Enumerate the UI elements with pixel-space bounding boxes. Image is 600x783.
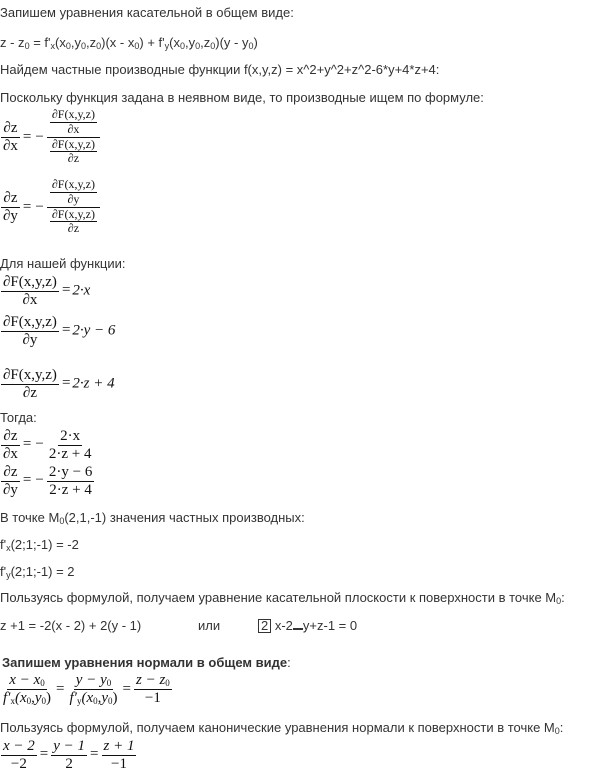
- formula-dz-dx-general: $\frac{\partial z}{\partial x}$ = − $\frac{\frac{\partial F(x,y,z)}{\partial x}}{\frac{\partial F(x,y,z)}{\partial z}}$: [0, 108, 101, 166]
- formula-dF-dx: $\frac{\partial F(x,y,z)}{\partial x}$ = 2·x: [3, 274, 91, 308]
- tangent-general-formula: $z - z_0 = f'_x(x_0,y_0,z_0)(x - x_0) + f'_y(x_0,y_0,z_0)(y - y_0)$: [0, 35, 258, 51]
- result-dz-dx: $\frac{\partial z}{\partial x}$ = − $\frac{2\cdot x}{2\cdot z + 4}$: [3, 428, 92, 462]
- result-dz-dy: $\frac{\partial z}{\partial y}$ = − $\frac{2\cdot y - 6}{2\cdot z + 4}$: [3, 464, 93, 498]
- coef-box-2: [293, 628, 303, 630]
- formula-dF-dy: $\frac{\partial F(x,y,z)}{\partial y}$ = 2·y − 6: [3, 314, 116, 348]
- for-our-function-label: Для нашей функции:: [0, 256, 126, 271]
- point-values-heading: В точке $M_0(2,1,-1)$ значения частных производных:: [0, 510, 305, 526]
- fx-value: $f'_x(2;1;-1) = -2$: [0, 537, 79, 553]
- canonical-normal-equation: $\frac{x - 2}{-2}$ = $\frac{y - 1}{2}$ = $\frac{z + 1}{-1}$: [3, 738, 135, 772]
- tangent-plane-equation: z +1 = -2(x - 2) + 2(y - 1) или 2 x-2 y+z-1 = 0: [0, 618, 358, 633]
- fy-value: $f'_y(2;1;-1) = 2$: [0, 564, 75, 580]
- implicit-formula-heading: Поскольку функция задана в неявном виде, то производные ищем по формуле:: [0, 90, 484, 105]
- normal-general-heading: Запишем уравнения нормали в общем виде:: [2, 655, 291, 670]
- or-label: или: [198, 618, 221, 633]
- formula-dz-dy-general: $\frac{\partial z}{\partial y}$ = − $\frac{\frac{\partial F(x,y,z)}{\partial y}}{\frac{\partial F(x,y,z)}{\partial z}}$: [0, 178, 101, 236]
- canonical-normal-heading: Пользуясь формулой, получаем канонические уравнения нормали к поверхности в точке $M_0$:: [0, 720, 564, 736]
- then-label: Тогда:: [0, 410, 37, 425]
- tangent-plane-heading: Пользуясь формулой, получаем уравнение касательной плоскости к поверхности в точке $M_0$:: [0, 590, 565, 606]
- coef-box: 2: [258, 619, 271, 633]
- heading-tangent-general: Запишем уравнения касательной в общем виде:: [0, 5, 294, 20]
- formula-dF-dz: $\frac{\partial F(x,y,z)}{\partial z}$ = 2·z + 4: [3, 367, 115, 401]
- normal-general-formula: $\frac{x - x_0}{f'_x(x_0,y_0)}$ = $\frac{y - y_0}{f'_y(x_0,y_0)}$ = $\frac{z - z_0}{-1}$: [3, 672, 170, 707]
- partial-derivatives-heading: Найдем частные производные функции f(x,y,z) = x^2+y^2+z^2-6*y+4*z+4:: [0, 62, 440, 77]
